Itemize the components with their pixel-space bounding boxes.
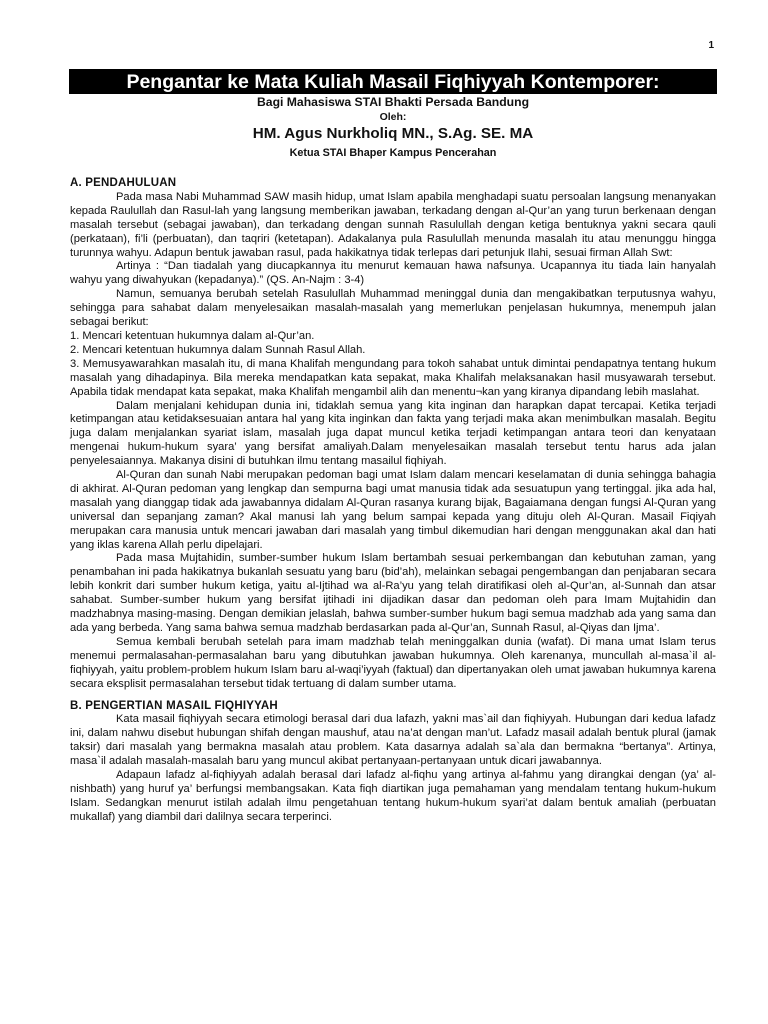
- section-heading-pengertian: B. PENGERTIAN MASAIL FIQHIYYAH: [70, 699, 278, 712]
- quote-paragraph: Artinya : “Dan tiadalah yang diucapkannya itu menurut kemauan hawa nafsunya. Ucapannya itu tiada lain hanyalah wahyu yang diwahyukan (kepadanya).” (QS. An-Najm : 3-4): [70, 260, 716, 287]
- paragraph: Dalam menjalani kehidupan dunia ini, tidaklah semua yang kita inginan dan harapkan dapat tercapai. Ketika terjadi ketimpangan atau ketidaksesuaian antara hal yang kita inginkan dan fakta yang terjadi maka akan menimbulkan masalah. Begitu juga dalam menjalankan syariat islam, masalah juga dapat muncul ketika terjadi ketimpangan antara teori dan kenyataan mengenai hukum-hukum syara’ yang bersifat amaliyah.Dalam menyelesaikan masalah tersebut tentu harus ada jalan penyelesaiannya. Makanya disini di butuhkan ilmu tentang masailul fiqhiyah.: [70, 399, 716, 468]
- section-heading-pendahuluan: A. PENDAHULUAN: [70, 177, 177, 189]
- paragraph: Kata masail fiqhiyyah secara etimologi berasal dari dua lafazh, yakni mas`ail dan fiqhiyyah. Hubungan dari kedua lafadz ini, dalam nahwu disebut hubungan shifah dengan maushuf, atau na’at dengan man’ut. Lafadz masail adalah bentuk plural (jamak taksir) dari masalah yang bermakna masalah atau problem. Kata dasarnya adalah sa`ala dan bermakna “bertanya”. Artinya, masa`il adalah masalah-masalah baru yang muncul akibat pertanyaan-pertanyaan untuk dicari jawabannya.: [70, 713, 716, 768]
- paragraph: Pada masa Mujtahidin, sumber-sumber hukum Islam bertambah sesuai perkembangan dan kebutuhan zaman, yang penambahan ini pada hakikatnya bukanlah sesuatu yang baru (bid’ah), melainkan sebagai pengembangan dan penjabaran secara lebih konkrit dari sumber hukum ketiga, yaitu al-Ijtihad wa al-Ra’yu yang telah diratifikasi oleh al-Qur’an, al-Sunnah dan atsar sahabat. Sumber-sumber hukum yang bersifat ijtihadi ini dijadikan dasar dan pedoman oleh para Imam Mujtahidin dan madzhabnya masing-masing. Dengan demikian jelaslah, bahwa sumber-sumber hukum bagi semua madzhab ada yang sama dan ada yang berbeda. Yang sama bahwa semua madzhab berdasarkan pada al-Qur’an, Sunnah Rasul, al-Qiyas dan Ijma’.: [70, 552, 716, 634]
- paragraph: Semua kembali berubah setelah para imam madzhab telah meninggalkan dunia (wafat). Di mana umat Islam terus menemui permalasahan-permasalahan baru yang dibutuhkan jawaban hukumnya. Oleh karenanya, muncullah al-masa`il al-fiqhiyyah, yaitu problem-problem hukum Islam baru al-waqi’iyyah (faktual) dan dipertanyakan oleh umat jawaban hukumnya karena secara eksplisit permasalahan tersebut tidak tertuang di dalam sumber utama.: [70, 635, 716, 690]
- document-body: [70, 177, 716, 825]
- author-affiliation: Ketua STAI Bhaper Kampus Pencerahan: [289, 147, 497, 159]
- document-title: Pengantar ke Mata Kuliah Masail Fiqhiyyah Kontemporer:: [69, 69, 717, 94]
- paragraph: Pada masa Nabi Muhammad SAW masih hidup, umat Islam apabila menghadapi suatu persoalan langsung menanyakan kepada Raulullah dan Rasul-lah yang langsung memberikan jawaban, terkadang dengan al-Qur’an yang turun berkenaan dengan masalah tersebut (sebagai jawaban), dan terkadang dengan sunnah Rasulullah dengan ketiga bentuknya yakni secara qauli (perkataan), fi’li (perbuatan), dan taqriri (ketetapan). Adakalanya pula Rasulullah menunda masalah itu atau menunggu hingga turunnya wahyu. Adapun bentuk jawaban rasul, pada hakikatnya tidak terlepas dari petunjuk Ilahi, sesuai firman Allah Swt:: [70, 190, 716, 259]
- author-name: HM. Agus Nurkholiq MN., S.Ag. SE. MA: [252, 125, 534, 142]
- document-subtitle: Bagi Mahasiswa STAI Bhakti Persada Bandung: [256, 95, 530, 109]
- paragraph: Al-Quran dan sunah Nabi merupakan pedoman bagi umat Islam dalam mencari keselamatan di dunia sehingga bahagia di akhirat. Al-Quran pedoman yang lengkap dan sempurna bagi umat manusia tidak ada sesuatupun yang tertinggal. jika ada hal, masalah yang dianggap tidak ada jawabannya didalam Al-Quran rasanya kurang bijak, Bagaiamana dengan fungsi Al-Quran yang universal dan sepanjang zaman? Akal manusi lah yang belum sampai kepada yang dituju oleh Al-Quran. Masail Fiqiyah merupakan cara manusia untuk mencari jawaban dari masalah yang timbul dikemudian hari dengan menggunakan akal dan hati yang iklas karena Allah perlu dipelajari.: [70, 469, 716, 551]
- page-number: 1: [708, 40, 714, 51]
- list-item: 1. Mencari ketentuan hukumnya dalam al-Qur’an.: [70, 329, 315, 342]
- by-label: Oleh:: [379, 111, 407, 123]
- list-item: 2. Mencari ketentuan hukumnya dalam Sunnah Rasul Allah.: [70, 343, 366, 356]
- paragraph: Namun, semuanya berubah setelah Rasulullah Muhammad meninggal dunia dan mengakibatkan terputusnya wahyu, sehingga para sahabat dalam menyelesaikan masalah-masalah yang memerlukan penjelasan hukumnya, menempuh jalan sebagai berikut:: [70, 288, 716, 329]
- list-item: 3. Memusyawarahkan masalah itu, di mana Khalifah mengundang para tokoh sahabat untuk dimintai pendapatnya tentang hukum masalah yang dihadapinya. Bila mereka mendapatkan kata sepakat, maka Khalifah melaksanakan hasil musyawarah tersebut. Apabila tidak mendapat kata sepakat, maka Khalifah mengambil alih dan menentu¬kan yang kiranya dipandang lebih maslahat.: [70, 357, 716, 398]
- paragraph: Adapaun lafadz al-fiqhiyyah adalah berasal dari lafadz al-fiqhu yang artinya al-fahmu yang dirangkai dengan (ya’ al-nishbath) yang huruf ya’ berfungsi membangsakan. Kata fiqh diartikan juga pemahaman yang mendalam tentang hukum-hukum Islam. Sedangkan menurut istilah adalah ilmu pengetahuan tentang hukum-hukum syari’at dalam bentuk amaliah (perbuatan mukallaf) yang diambil dari dalilnya secara terperinci.: [70, 769, 716, 823]
